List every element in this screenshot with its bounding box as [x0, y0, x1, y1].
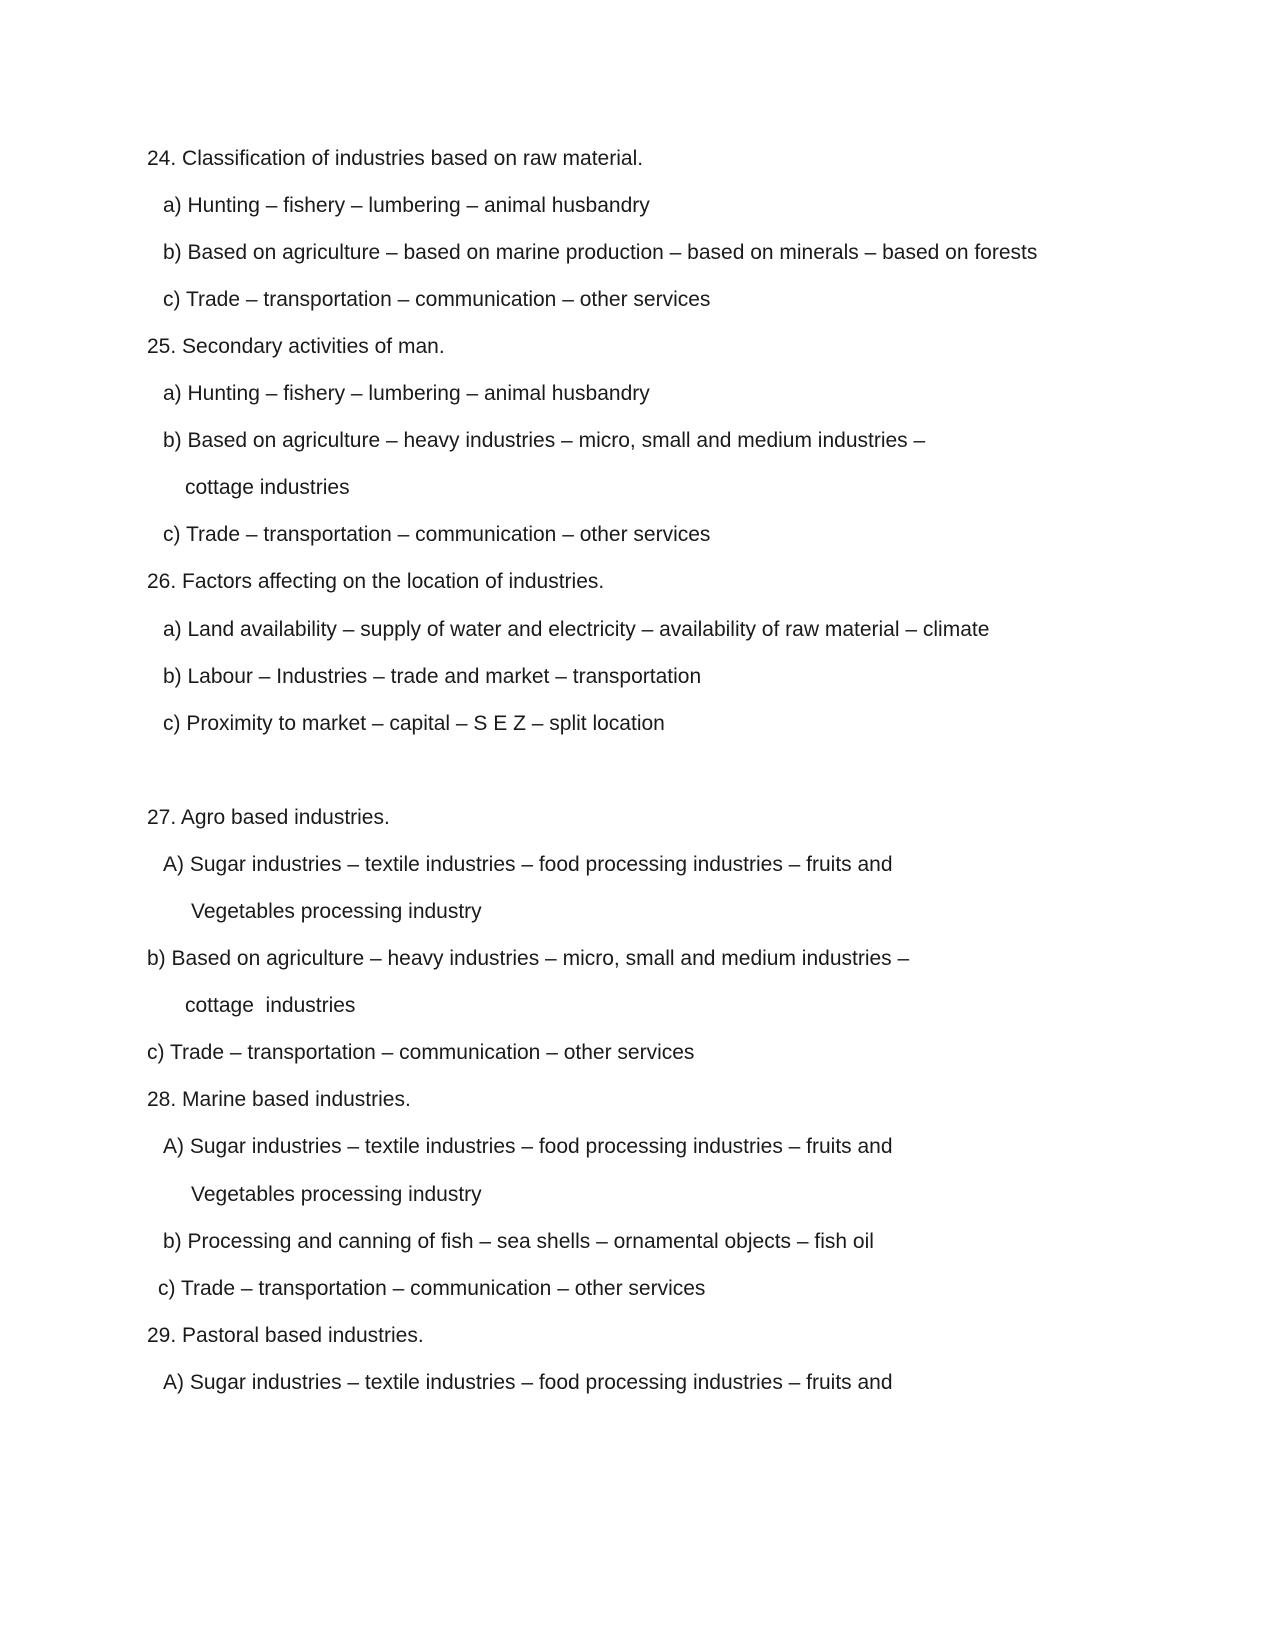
question-27-title: 27. Agro based industries. [147, 806, 390, 829]
question-25-option-c: c) Trade – transportation – communication – other services [163, 523, 711, 546]
question-24-option-b: b) Based on agriculture – based on marine production – based on minerals – based on forests [163, 241, 1038, 264]
question-25-option-b-line2: cottage industries [185, 476, 350, 499]
question-25-option-b-line1: b) Based on agriculture – heavy industries – micro, small and medium industries – [163, 429, 926, 452]
question-24-option-c: c) Trade – transportation – communication – other services [163, 288, 711, 311]
question-26-option-c: c) Proximity to market – capital – S E Z – split location [163, 712, 665, 735]
question-27-option-a-line1: A) Sugar industries – textile industries – food processing industries – fruits and [163, 853, 893, 876]
question-24-option-a: a) Hunting – fishery – lumbering – animal husbandry [163, 194, 650, 217]
question-28-title: 28. Marine based industries. [147, 1088, 411, 1111]
question-29-option-a-line1: A) Sugar industries – textile industries – food processing industries – fruits and [163, 1371, 893, 1394]
question-28-option-b: b) Processing and canning of fish – sea shells – ornamental objects – fish oil [163, 1230, 874, 1253]
question-29-title: 29. Pastoral based industries. [147, 1324, 424, 1347]
question-28-option-a-line1: A) Sugar industries – textile industries – food processing industries – fruits and [163, 1135, 893, 1158]
question-27-option-c: c) Trade – transportation – communication – other services [147, 1041, 695, 1064]
question-27-option-a-line2: Vegetables processing industry [191, 900, 482, 923]
question-28-option-c: c) Trade – transportation – communication – other services [158, 1277, 706, 1300]
question-26-option-a: a) Land availability – supply of water and electricity – availability of raw material – climate [163, 618, 990, 641]
question-26-title: 26. Factors affecting on the location of industries. [147, 570, 605, 593]
question-24-title: 24. Classification of industries based on raw material. [147, 147, 644, 170]
question-27-option-b-line1: b) Based on agriculture – heavy industries – micro, small and medium industries – [147, 947, 910, 970]
question-25-option-a: a) Hunting – fishery – lumbering – animal husbandry [163, 382, 650, 405]
question-28-option-a-line2: Vegetables processing industry [191, 1183, 482, 1206]
question-27-option-b-line2: cottage industries [185, 994, 356, 1017]
question-26-option-b: b) Labour – Industries – trade and market – transportation [163, 665, 702, 688]
question-25-title: 25. Secondary activities of man. [147, 335, 445, 358]
